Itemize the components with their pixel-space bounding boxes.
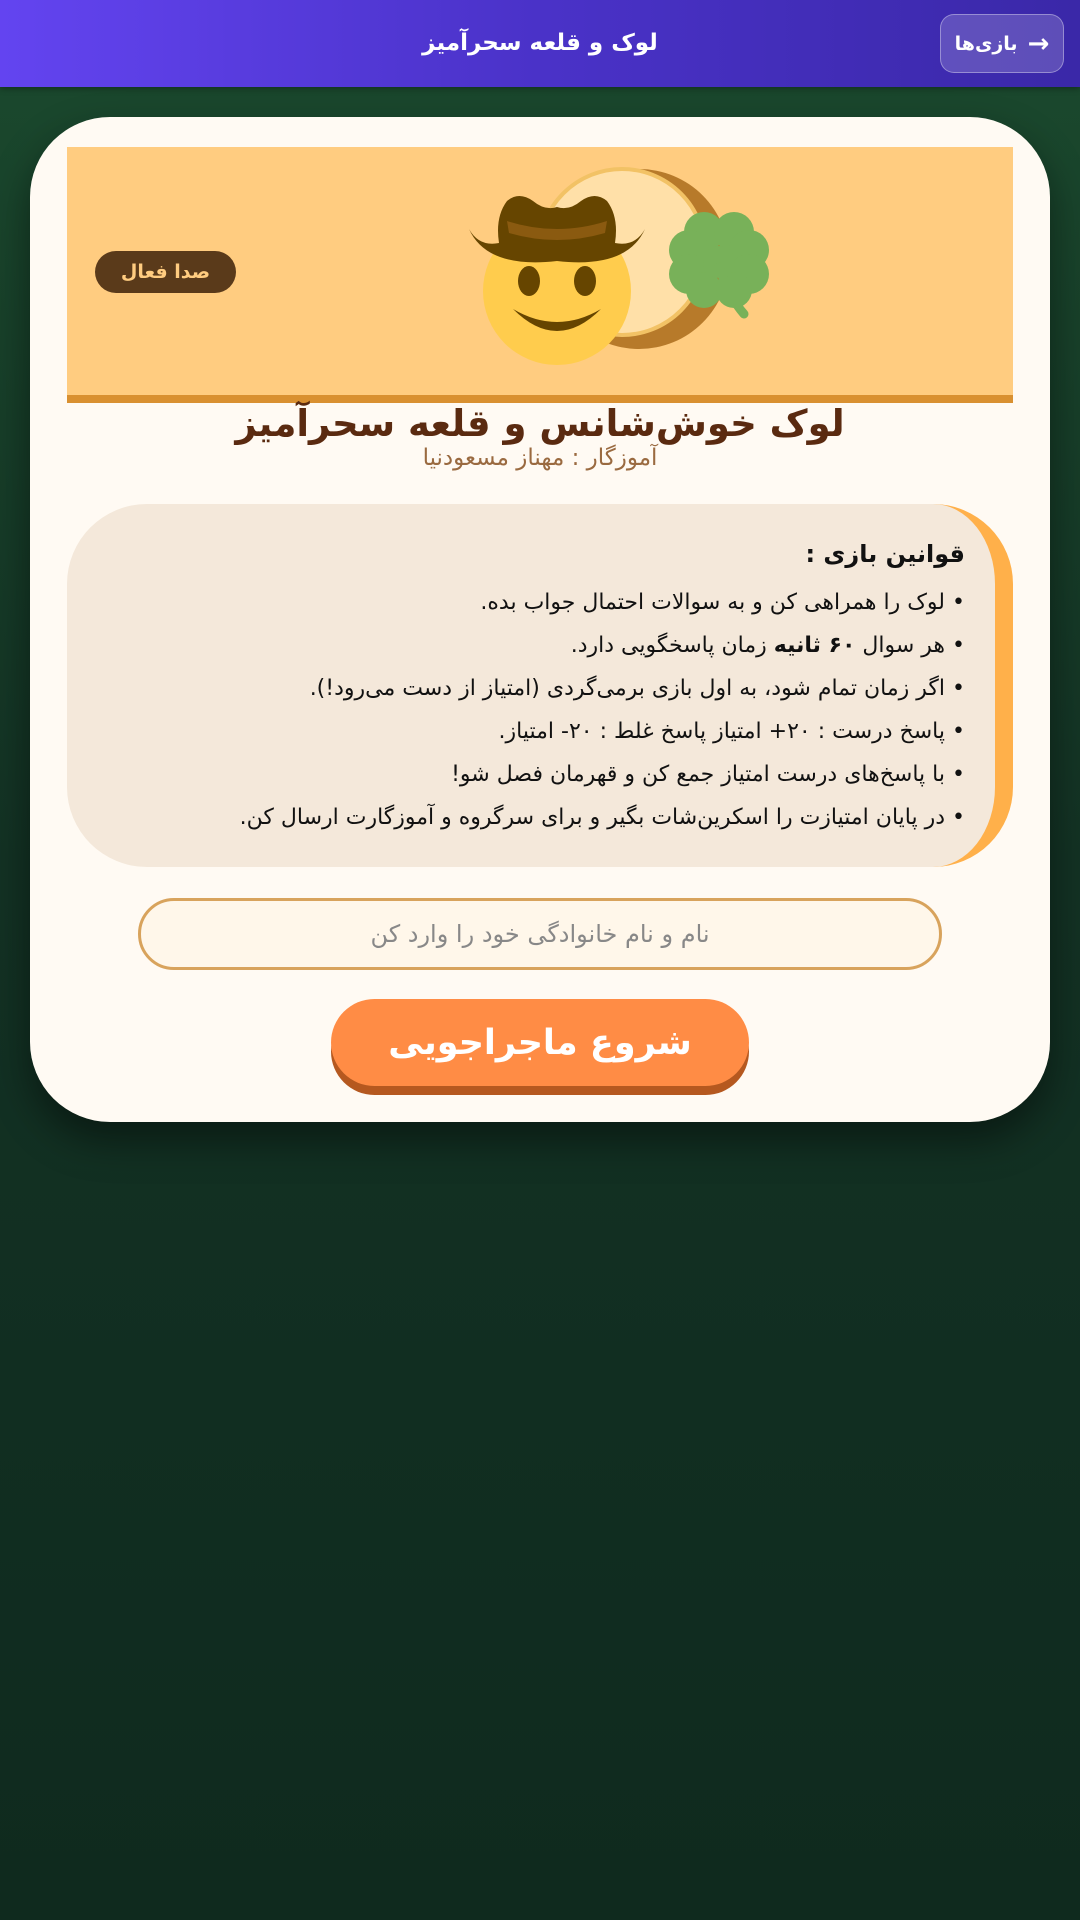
back-to-games-button[interactable] <box>940 14 1064 73</box>
rule-item: • پاسخ درست : ۲۰+ امتیاز پاسخ غلط : ۲۰- امتیاز. <box>107 710 965 753</box>
teacher-name: آموزگار : مهناز مسعودنیا <box>422 445 658 471</box>
rule-text: هر سوال <box>862 633 946 658</box>
sound-toggle-button[interactable]: صدا فعال <box>95 251 236 293</box>
intro-card <box>30 117 1050 1122</box>
rule-item: • در پایان امتیازت را اسکرین‌شات بگیر و برای سرگروه و آموزگارت ارسال کن. <box>107 796 965 839</box>
rule-item: • لوک را همراهی کن و به سوالات احتمال جواب بده. <box>107 581 965 624</box>
top-bar <box>0 0 1080 87</box>
rule-text: زمان پاسخگویی دارد. <box>570 633 767 658</box>
rules-title: قوانین بازی : <box>805 540 965 568</box>
rule-item: • با پاسخ‌های درست امتیاز جمع کن و قهرمان فصل شو! <box>107 753 965 796</box>
start-adventure-button[interactable]: شروع ماجراجویی <box>331 999 749 1086</box>
cowboy-face-icon <box>457 177 657 377</box>
header-title: لوک و قلعه سحرآمیز <box>422 30 658 56</box>
arrow-right-icon: → <box>1027 28 1050 59</box>
rules-panel <box>67 504 1013 867</box>
full-name-input[interactable] <box>138 898 942 970</box>
rules-list <box>107 581 965 839</box>
four-leaf-clover-icon <box>659 202 779 322</box>
hero-banner <box>67 147 1013 403</box>
rule-emphasis: ۶۰ ثانیه <box>773 633 856 658</box>
rule-item <box>107 624 965 667</box>
back-button-label: بازی‌ها <box>954 32 1018 55</box>
game-title: لوک خوش‌شانس و قلعه سحرآمیز <box>235 402 845 445</box>
rule-item: • اگر زمان تمام شود، به اول بازی برمی‌گردی (امتیاز از دست می‌رود!). <box>107 667 965 710</box>
